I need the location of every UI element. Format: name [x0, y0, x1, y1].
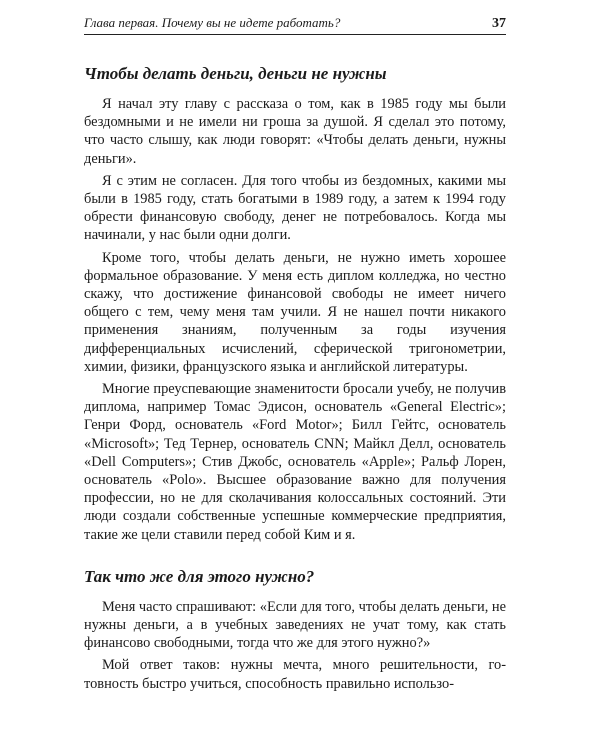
paragraph: Меня часто спрашивают: «Если для того, чтобы делать деньги, не нужны деньги, а в учебных заведениях не учат тому, как стать финансово свободными, тогда что же для этого нужно?» [84, 598, 506, 652]
chapter-title: Глава первая. Почему вы не идете работать? [84, 15, 341, 30]
paragraph: Я начал эту главу с рассказа о том, как в 1985 году мы были бездомными и не имели ни гроша за душой. Я сделал это потому, что часто слышу, как люди говорят: «Чтобы делать деньги, нужны деньги». [84, 96, 506, 167]
page-number: 37 [492, 16, 506, 31]
paragraph: Многие преуспевающие знаменитости бросали учебу, не получив диплома, например Томас Эдисон, основатель «General Electric»; Генри Форд, основатель «Ford Motor»; Билл Гейтс, основатель «Microsoft»; Тед Тернер, основатель CNN; Майкл Делл, основатель «Dell Computers»; Стив Джобс, основатель «Apple»; Ральф Лорен, основатель «Polo». Высшее образование важно для получения профессии, но не для сколачивания колоссальных состояний. Эти люди создали собственные успешные коммерческие предприятия, такие же цели ставили перед собой Ким и я. [84, 381, 506, 543]
section-heading-1: Чтобы делать деньги, деньги не нужны [84, 64, 387, 83]
running-head [84, 14, 506, 35]
paragraph: Кроме того, чтобы делать деньги, не нужно иметь хорошее формальное образование. У меня есть диплом колледжа, но честно скажу, что достижение финансовой свободы не имеет ничего общего с тем, чему меня там учили. Я не нашел почти никакого применения знаниям, полученным за годы изучения дифференциальных исчислений, сферической тригонометрии, химии, физики, французского языка и английской литературы. [84, 249, 506, 375]
section-body-2 [84, 598, 506, 693]
section-heading-2: Так что же для этого нужно? [84, 566, 315, 586]
book-page [84, 14, 506, 697]
paragraph: Я с этим не согласен. Для того чтобы из бездомных, какими мы были в 1985 году, стать богатыми в 1989 году, а затем к 1994 году обрести финансовую свободу, денег не потребовалось. Когда мы начинали, у нас были одни долги. [84, 172, 506, 244]
section-body-1 [84, 95, 506, 544]
paragraph: Мой ответ таков: нужны мечта, много решительности, готовность быстро учиться, способность правильно использо- [84, 657, 506, 692]
